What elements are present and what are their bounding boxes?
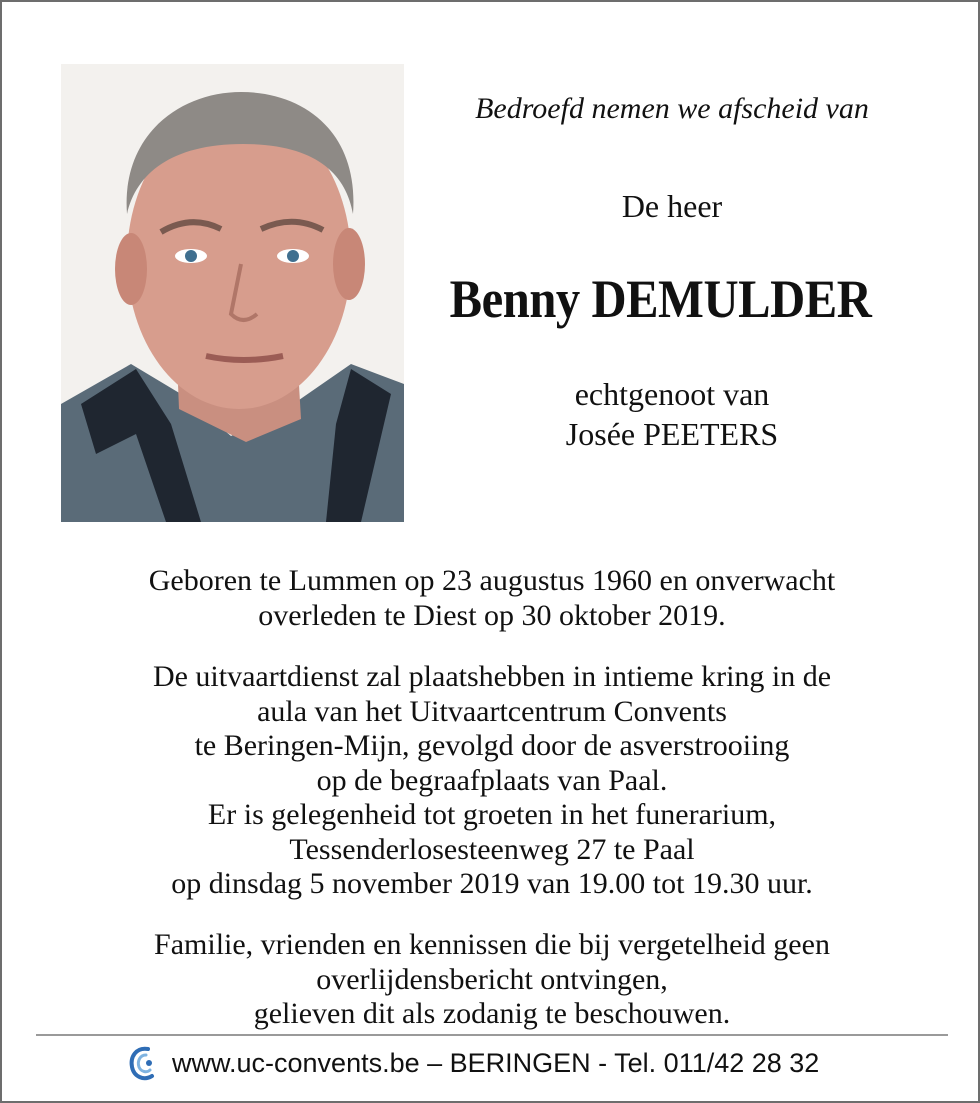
notice-line: Familie, vrienden en kennissen die bij vergetelheid geen [154,928,830,961]
spouse-block [422,374,922,454]
ceremony-line: op de begraafplaats van Paal. [316,763,668,797]
ceremony-line: aula van het Uitvaartcentrum Convents [257,694,727,728]
ceremony-line: De uitvaartdienst zal plaatshebben in intieme kring in de [152,660,832,693]
notice-line: overlijdensbericht ontvingen, [316,962,668,996]
footer [122,1040,819,1086]
ceremony-line: Er is gelegenheid tot groeten in het funerarium, [207,798,777,831]
notice-paragraph [32,928,952,1032]
portrait-illustration [61,64,404,522]
footer-divider [36,1034,948,1036]
deceased-name: Benny DEMULDER [449,269,872,329]
ceremony-line: op dinsdag 5 november 2019 van 19.00 tot 19.30 uur. [171,867,813,900]
birth-death-line: Geboren te Lummen op 23 augustus 1960 en onverwacht [148,564,836,597]
footer-contact-link[interactable]: www.uc-convents.be – BERINGEN - Tel. 011/42 28 32 [172,1047,820,1078]
birth-death-paragraph [32,564,952,633]
spouse-relation: echtgenoot van [574,376,770,412]
birth-death-line: overleden te Diest op 30 oktober 2019. [258,598,726,632]
portrait-photo [61,64,404,522]
notice-line: gelieven dit als zodanig te beschouwen. [253,997,731,1030]
honorific: De heer [621,188,723,224]
ceremony-line: Tessenderlosesteenweg 27 te Paal [289,832,695,866]
intro-line: Bedroefd nemen we afscheid van [475,92,869,125]
ceremony-paragraph [32,660,952,902]
ceremony-line: te Beringen-Mijn, gevolgd door de asverstrooiing [194,729,790,762]
spouse-name: Josée PEETERS [565,416,779,452]
uc-convents-logo-icon [122,1043,162,1083]
